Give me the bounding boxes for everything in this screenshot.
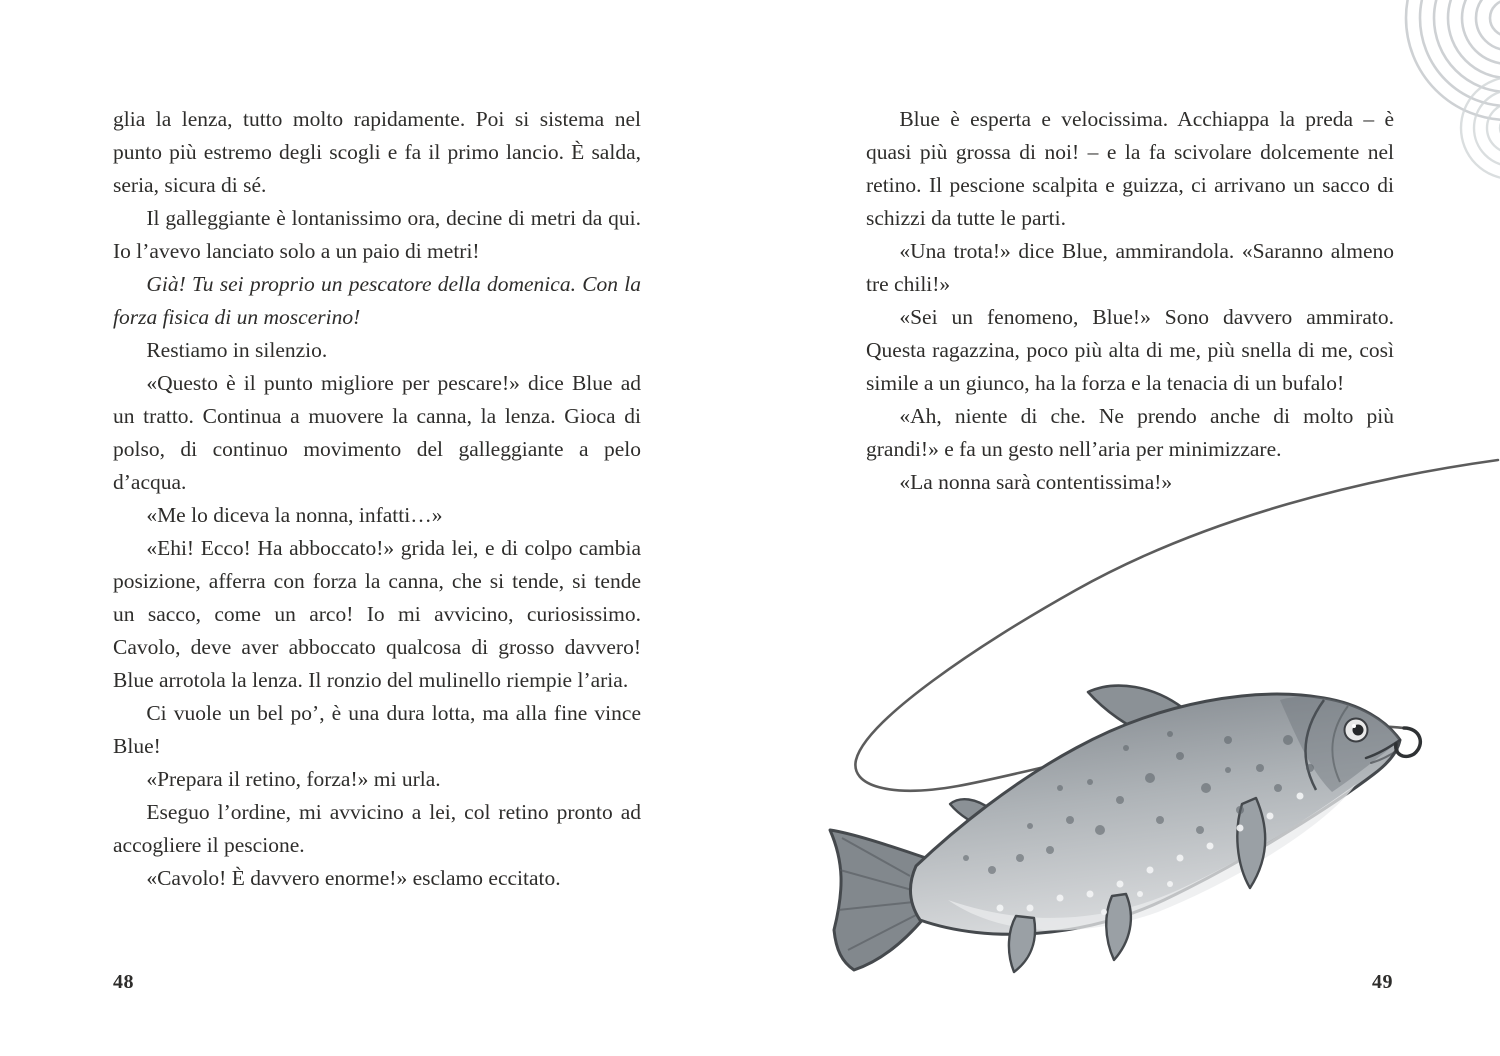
anal-fin bbox=[1009, 916, 1035, 972]
page-number-left: 48 bbox=[113, 971, 134, 993]
paragraph: Eseguo l’ordine, mi avvicino a lei, col retino pronto ad accogliere il pescione. bbox=[113, 800, 641, 857]
paragraph: Il galleggiante è lontanissimo ora, decine di metri da qui. Io l’avevo lanciato solo a un paio di metri! bbox=[113, 206, 641, 263]
paragraph: «Me lo diceva la nonna, infatti…» bbox=[146, 503, 443, 527]
page-number-right: 49 bbox=[1372, 971, 1393, 993]
paragraph-inner-thought: Già! Tu sei proprio un pescatore della domenica. Con la forza fisica di un moscerino! bbox=[113, 272, 641, 329]
page-left-text-column bbox=[113, 103, 641, 895]
paragraph: Ci vuole un bel po’, è una dura lotta, ma alla fine vince Blue! bbox=[113, 701, 641, 758]
paragraph: «Cavolo! È davvero enorme!» esclamo eccitato. bbox=[146, 866, 561, 890]
paragraph: «Ehi! Ecco! Ha abboccato!» grida lei, e di colpo cambia posizione, afferra con forza la canna, che si tende, si tende un sacco, come un arco! Io mi avvicino, curiosissimo. Cavolo, deve aver abboccato qualcosa di grosso davvero! Blue arrotola la lenza. Il ronzio del mulinello riempie l’aria. bbox=[113, 536, 641, 692]
pelvic-fin bbox=[1106, 894, 1131, 960]
paragraph: Blue è esperta e velocissima. Acchiappa la preda – è quasi più grossa di noi! – e la fa scivolare dolcemente nel retino. Il pescione scalpita e guizza, ci arrivano un sacco di schizzi da tutte le parti. bbox=[866, 107, 1394, 230]
paragraph: «La nonna sarà contentissima!» bbox=[899, 470, 1173, 494]
paragraph: «Sei un fenomeno, Blue!» Sono davvero ammirato. Questa ragazzina, poco più alta di me, più snella di me, così simile a un giunco, ha la forza e la tenacia di un bufalo! bbox=[866, 305, 1394, 395]
paragraph: Restiamo in silenzio. bbox=[146, 338, 328, 362]
fingerprint-icon bbox=[1370, 0, 1500, 180]
hooked-trout-illustration bbox=[808, 438, 1500, 1013]
paragraph: «Una trota!» dice Blue, ammirandola. «Saranno almeno tre chili!» bbox=[866, 239, 1394, 296]
paragraph: «Questo è il punto migliore per pescare!» dice Blue ad un tratto. Continua a muovere la canna, la lenza. Gioca di polso, di continuo movimento del galleggiante a pelo d’acqua. bbox=[113, 371, 641, 494]
paragraph: «Ah, niente di che. Ne prendo anche di molto più grandi!» e fa un gesto nell’aria per minimizzare. bbox=[866, 404, 1394, 461]
paragraph: «Prepara il retino, forza!» mi urla. bbox=[146, 767, 441, 791]
paragraph: glia la lenza, tutto molto rapidamente. Poi si sistema nel punto più estremo degli scogli e fa il primo lancio. È salda, seria, sicura di sé. bbox=[113, 107, 641, 197]
